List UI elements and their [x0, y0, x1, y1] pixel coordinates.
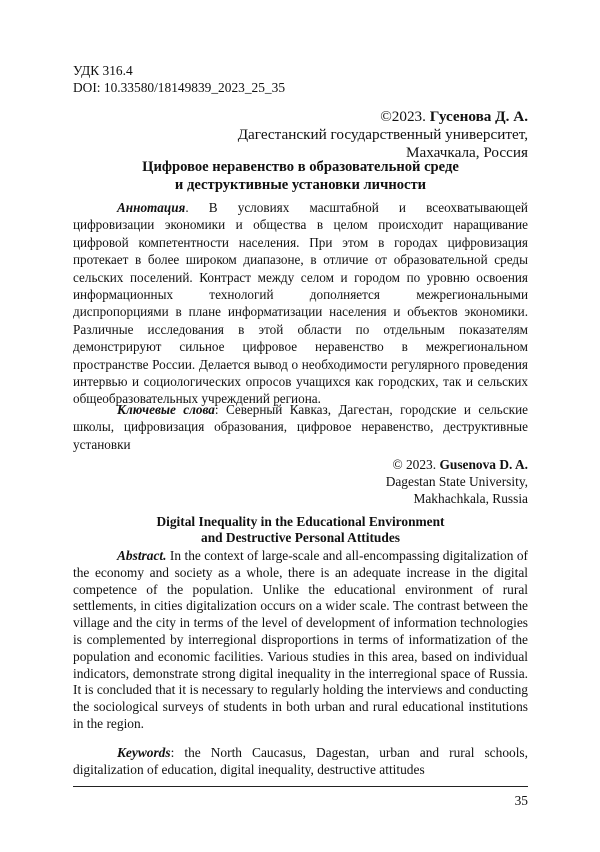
author-line-ru: [238, 108, 528, 126]
page-number: 35: [514, 793, 528, 808]
author-block-en: [386, 456, 528, 507]
article-page: [73, 0, 528, 852]
title-ru-line-1: Цифровое неравенство в образовательной среде: [142, 159, 459, 175]
article-identifiers: [73, 62, 285, 96]
abstract-label-en: Abstract.: [117, 548, 167, 563]
doi: DOI: 10.33580/18149839_2023_25_35: [73, 80, 286, 95]
abstract-text-ru: . В условиях масштабной и всеохватывающей цифровизации экономики и общества в целом происходит наращивание цифровой компетентности населения. При этом в городах цифровизация протекает в более широком диапазоне, в отличие от образовательной среды сельских поселений. Контраст между селом и городом по уровню освоения информационных технологий дополняется межрегиональными диспропорциями в плане информатизации населения и объектов экономики. Различные исследования в этой области по отдельным показателям демонстрируют сильное цифровое неравенство в межрегиональном пространстве России. Делается вывод о необходимости регулярного проведения интервью и социологических опросов учащихся как городских, так и сельских общеобразовательных учреждений региона.: [73, 200, 528, 407]
article-title-en: [73, 514, 528, 546]
author-block-ru: [238, 108, 528, 162]
city-ru: Махачкала, Россия: [406, 144, 528, 161]
keywords-label-ru: Ключевые слова: [117, 402, 215, 417]
affiliation-en: Dagestan State University,: [385, 474, 528, 489]
copyright-en: © 2023.: [392, 457, 440, 472]
author-name-en: Gusenova D. A.: [439, 457, 528, 472]
affiliation-ru: Дагестанский государственный университет,: [237, 126, 528, 143]
author-line-en: [386, 456, 528, 473]
udk-code: УДК 316.4: [73, 63, 133, 78]
keywords-ru: [73, 401, 528, 453]
keywords-text-en: : the North Caucasus, Dagestan, urban and rural schools, digitalization of education, digital inequality, destructive attitudes: [73, 745, 528, 777]
keywords-text-ru: : Северный Кавказ, Дагестан, городские и сельские школы, цифровизация образования, цифровое неравенство, деструктивные установки: [73, 402, 528, 452]
title-en-line-2: and Destructive Personal Attitudes: [201, 530, 400, 545]
abstract-text-en: In the context of large-scale and all-encompassing digitalization of the economy and society as a whole, there is an adequate increase in the digital competence of the population. Unlike the educational environment of rural settlements, in cities digitalization occurs on a wider scale. The contrast between the village and the city in terms of the level of development of information technologies is complemented by interregional disproportions in terms of informatization of the population and economic facilities. Various studies in this area, based on individual indicators, demonstrate strong digital inequality in the interregional space of Russia. It is concluded that it is necessary to regularly holding the interviews and conducting the sociological surveys of students in both urban and rural educational institutions in the region.: [73, 548, 528, 731]
copyright-ru: ©2023.: [380, 108, 430, 125]
abstract-ru: [73, 199, 528, 408]
city-en: Makhachkala, Russia: [413, 491, 528, 506]
abstract-label-ru: Аннотация: [117, 200, 186, 215]
title-en-line-1: Digital Inequality in the Educational Environment: [156, 514, 445, 529]
title-ru-line-2: и деструктивные установки личности: [174, 177, 427, 193]
keywords-label-en: Keywords: [117, 745, 171, 760]
author-name-ru: Гусенова Д. А.: [429, 108, 528, 125]
article-title-ru: [73, 158, 528, 194]
keywords-en: [73, 745, 528, 779]
footer-divider: [73, 786, 528, 787]
abstract-en: [73, 548, 528, 733]
